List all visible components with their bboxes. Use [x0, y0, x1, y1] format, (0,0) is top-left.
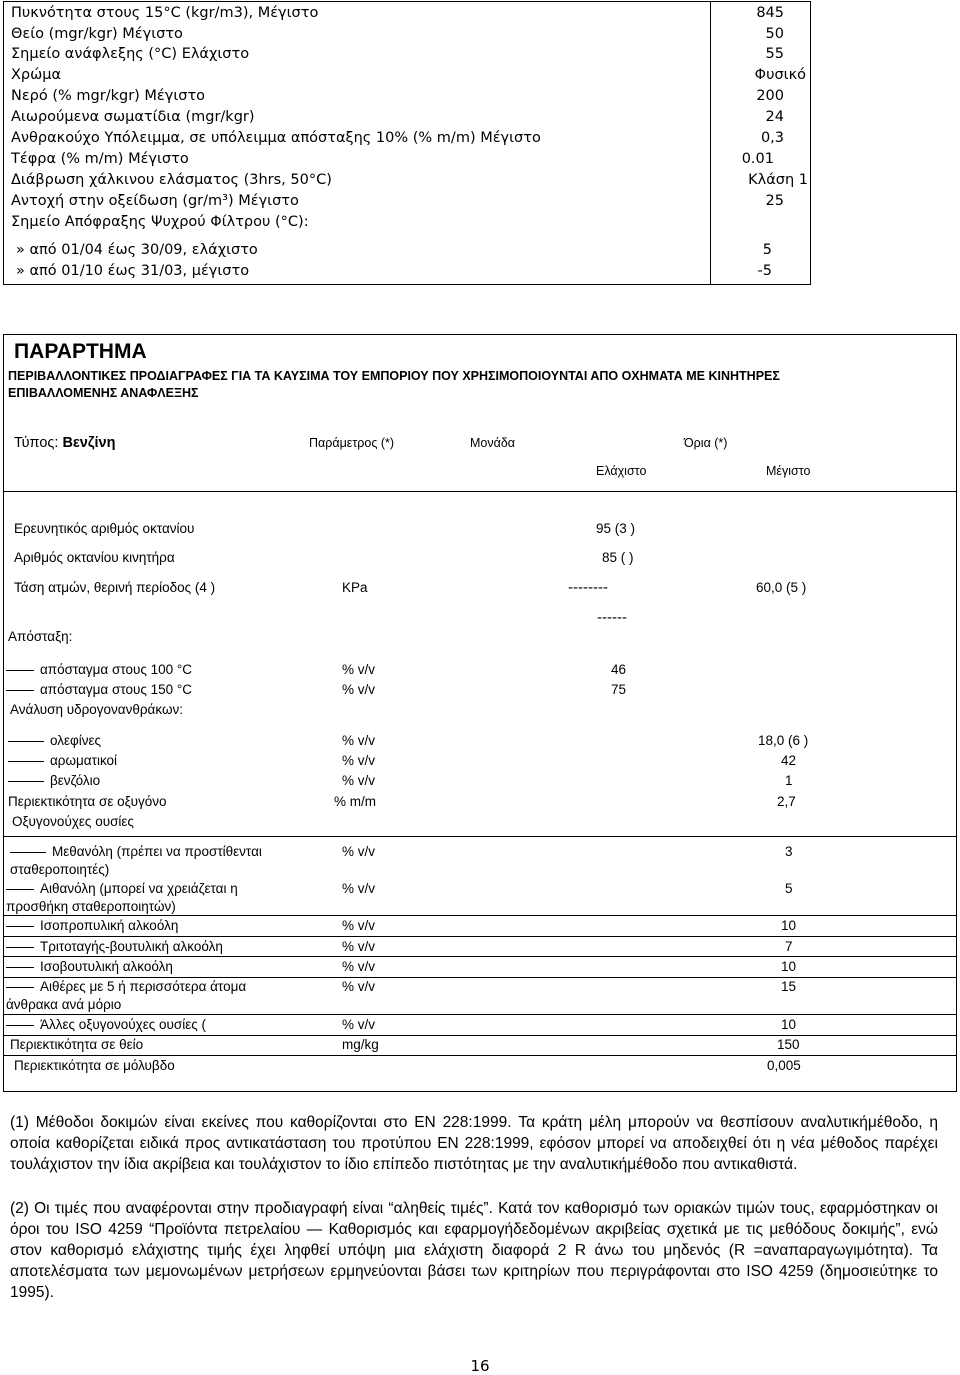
row-isopropyl-label: Ισοπροπυλική αλκοόλη [40, 918, 179, 933]
type-label-text: Τύπος: [14, 435, 59, 451]
row-methanol-label: Μεθανόλη (πρέπει να προστίθενται [52, 844, 262, 859]
column-header-limits: Όρια (*) [684, 436, 728, 450]
row-label: Νερό (% mgr/kgr) Μέγιστο [11, 88, 206, 104]
row-benzene-unit: % v/v [342, 773, 376, 788]
row-value: 50 [765, 26, 784, 42]
row-label: Τέφρα (% m/m) Μέγιστο [11, 151, 189, 167]
row-e100-min: 46 [611, 662, 627, 677]
row-isopropyl-max: 10 [781, 918, 797, 933]
row-methanol-max: 3 [785, 844, 793, 859]
row-aromatics-unit: % v/v [342, 753, 376, 768]
table-row [4, 261, 810, 281]
row-mon-min: 85 ( ) [602, 550, 634, 565]
annex-subtitle: ΠΕΡΙΒΑΛΛΟΝΤΙΚΕΣ ΠΡΟΔΙΑΓΡΑΦΕΣ ΓΙΑ ΤΑ ΚΑΥΣΙΜΑ ΤΟΥ ΕΜΠΟΡΙΟΥ ΠΟΥ ΧΡΗΣΙΜΟΠΟΙΟΥΝΤΑΙ ΑΠΟ ΟΧΗΜΑΤΑ ΜΕ ΚΙΝΗΤΗΡΕΣ [8, 369, 780, 383]
row-label: Θείο (mgr/kgr) Μέγιστο [11, 26, 183, 42]
row-e100 [6, 661, 192, 679]
row-value: 0.01 [741, 151, 774, 167]
table-row [4, 65, 810, 85]
table-row [4, 107, 810, 127]
dash-icon [8, 761, 44, 762]
row-isobutyl [6, 958, 173, 976]
row-tertbutyl-unit: % v/v [342, 939, 376, 954]
column-header-unit: Μονάδα [470, 436, 516, 450]
row-label: Διάβρωση χάλκινου ελάσματος (3hrs, 50°C) [11, 172, 332, 188]
annex-box [3, 334, 957, 1092]
row-sulfur-max: 150 [777, 1037, 800, 1052]
table-row [4, 191, 810, 211]
row-sulfur-label: Περιεκτικότητα σε θείο [10, 1037, 144, 1052]
row-label: Χρώμα [11, 67, 62, 83]
type-label [14, 434, 115, 452]
row-e100-unit: % v/v [342, 662, 376, 677]
row-label: Αντοχή στην οξείδωση (gr/m³) Μέγιστο [11, 193, 299, 209]
row-aromatics-max: 42 [781, 753, 797, 768]
row-ethanol-label-2: προσθήκη σταθεροποιητών) [6, 899, 176, 914]
row-other-oxy-label: Άλλες οξυγονούχες ουσίες ( [40, 1017, 206, 1032]
row-e150 [6, 681, 192, 699]
row-ethers-max: 15 [781, 979, 797, 994]
row-oxygen-max: 2,7 [777, 794, 796, 809]
row-label: » από 01/04 έως 30/09, ελάχιστο [16, 242, 258, 258]
table-row [4, 44, 810, 64]
dash-icon [6, 1025, 34, 1026]
footnote-2: (2) Οι τιμές που αναφέρονται στην προδιαγραφή είναι “αληθείς τιμές”. Κατά τον καθορισμό των οριακών τιμών τους, εφαρμόστηκαν οι όροι του ISO 4259 “Προϊόντα πετρελαίου — Καθορισμός και εφαρμογήδεδομένων ακριβείας σχετικά με τις μεθόδους δοκιμής”, ενώ στον καθορισμό ελάχιστης τιμής έχει ληφθεί υπόψη μια ελάχιστη διαφορά 2 R άνω του μηδενός (R =αναπαραγωγιμότητα). Τα αποτελέσματα των μεμονωμένων μετρήσεων ερμηνεύονται βάσει των κριτηρίων που περιγράφονται στο ISO 4259 (δημοσιεύτηκε το 1995). [10, 1200, 938, 1301]
row-value: 0,3 [760, 130, 784, 146]
row-other-oxy-unit: % v/v [342, 1017, 376, 1032]
table-row [4, 170, 810, 190]
row-oxygen-label: Περιεκτικότητα σε οξυγόνο [8, 794, 167, 809]
row-label: Αιωρούμενα σωματίδια (mgr/kgr) [11, 109, 255, 125]
row-ethers-unit: % v/v [342, 979, 376, 994]
row-tertbutyl-label: Τριτοταγής-βουτυλική αλκοόλη [40, 939, 223, 954]
row-lead-max: 0,005 [767, 1058, 801, 1073]
row-value: 55 [765, 46, 784, 62]
row-e150-unit: % v/v [342, 682, 376, 697]
row-benzene-max: 1 [785, 773, 793, 788]
row-value: -5 [757, 263, 772, 279]
row-label: Ανθρακούχο Υπόλειμμα, σε υπόλειμμα απόσταξης 10% (% m/m) Μέγιστο [11, 130, 541, 146]
row-label: Πυκνότητα στους 15°C (kgr/m3), Μέγιστο [11, 5, 319, 21]
row-value: Φυσικό [754, 67, 806, 83]
row-divider [4, 1014, 956, 1015]
row-other-oxy [6, 1016, 206, 1034]
table-row [4, 149, 810, 169]
row-aromatics-label: αρωματικοί [50, 753, 118, 768]
row-hydrocarbon-label: Ανάλυση υδρογονανθράκων: [10, 702, 183, 717]
row-ethanol-label: Αιθανόλη (μπορεί να χρειάζεται η [40, 881, 238, 896]
table-row [4, 212, 810, 232]
row-vapor-min-2: ------ [597, 609, 627, 626]
row-ethers [6, 978, 246, 996]
annex-subtitle-2: ΕΠΙΒΑΛΛΟΜΕΝΗΣ ΑΝΑΦΛΕΞΗΣ [8, 386, 199, 400]
row-e100-label: απόσταγμα στους 100 °C [40, 662, 193, 677]
row-value: 24 [765, 109, 784, 125]
row-divider [4, 1055, 956, 1056]
table-row [4, 86, 810, 106]
dash-icon [6, 926, 34, 927]
row-mon-label: Αριθμός οκτανίου κινητήρα [14, 550, 175, 565]
row-e150-label: απόσταγμα στους 150 °C [40, 682, 193, 697]
row-other-oxy-max: 10 [781, 1017, 797, 1032]
row-label: » από 01/10 έως 31/03, μέγιστο [16, 263, 250, 279]
row-oxygen-unit: % m/m [334, 794, 376, 809]
row-isobutyl-label: Ισοβουτυλική αλκοόλη [40, 959, 173, 974]
row-methanol-label-2: σταθεροποιητές) [10, 862, 110, 877]
row-value: 5 [762, 242, 772, 258]
row-vapor-max: 60,0 (5 ) [756, 580, 807, 595]
row-divider [4, 936, 956, 937]
row-olefins-max: 18,0 (6 ) [758, 733, 809, 748]
row-ron-min: 95 (3 ) [596, 521, 636, 536]
row-isopropyl-unit: % v/v [342, 918, 376, 933]
column-header-max: Μέγιστο [766, 464, 811, 478]
page-number: 16 [470, 1357, 490, 1375]
row-lead-label: Περιεκτικότητα σε μόλυβδο [14, 1058, 175, 1073]
row-ethers-label-2: άνθρακα ανά μόριο [6, 997, 122, 1012]
row-vapor-min: -------- [568, 579, 608, 596]
row-oxygenates-label: Οξυγονούχες ουσίες [12, 814, 134, 829]
row-e150-min: 75 [611, 682, 627, 697]
row-ethers-label: Αιθέρες με 5 ή περισσότερα άτομα [40, 979, 247, 994]
dash-icon [6, 947, 34, 948]
row-methanol [10, 843, 262, 861]
dash-icon [8, 741, 44, 742]
footnote-1: (1) Μέθοδοι δοκιμών είναι εκείνες που καθορίζονται στο EN 228:1999. Τα κράτη μέλη μπορούν να θεσπίσουν αναλυτικήμέθοδο, η οποία καθορίζεται ειδικά προς αντικατάσταση του προτύπου EN 228:1999, εφόσον μπορεί να αποδειχθεί ότι η νέα μέθοδος παρέχει τουλάχιστον την ίδια ακρίβεια και τουλάχιστον το ίδιο επίπεδο πιστότητας με την αναλυτικήμέθοδο που αντικαθιστά. [10, 1114, 938, 1173]
dash-icon [6, 967, 34, 968]
row-benzene [8, 772, 100, 790]
row-label: Σημείο Απόφραξης Ψυχρού Φίλτρου (°C): [11, 214, 309, 230]
row-tertbutyl [6, 938, 223, 956]
column-header-parameter: Παράμετρος (*) [309, 436, 395, 450]
row-label: Σημείο ανάφλεξης (°C) Ελάχιστο [11, 46, 250, 62]
row-distillation-label: Απόσταξη: [8, 629, 73, 644]
table-row [4, 128, 810, 148]
dash-icon [6, 690, 34, 691]
row-value: 25 [765, 193, 784, 209]
row-divider [4, 836, 956, 837]
dash-icon [6, 670, 34, 671]
column-header-min: Ελάχιστο [596, 464, 647, 478]
table-row [4, 24, 810, 44]
row-ron-label: Ερευνητικός αριθμός οκτανίου [14, 521, 195, 536]
header-divider [4, 491, 956, 492]
table-row [4, 3, 810, 23]
row-ethanol-max: 5 [785, 881, 793, 896]
row-olefins [8, 732, 101, 750]
row-divider [4, 915, 956, 916]
row-ethanol [6, 880, 238, 898]
row-isobutyl-unit: % v/v [342, 959, 376, 974]
row-isopropyl [6, 917, 178, 935]
row-value: 200 [756, 88, 784, 104]
row-sulfur-unit: mg/kg [342, 1037, 379, 1052]
specification-table [3, 1, 811, 285]
row-value: Κλάση 1 [748, 172, 808, 188]
row-value: 845 [756, 5, 784, 21]
row-olefins-unit: % v/v [342, 733, 376, 748]
row-aromatics [8, 752, 117, 770]
dash-icon [8, 781, 44, 782]
row-divider [4, 1035, 956, 1036]
row-olefins-label: ολεφίνες [50, 733, 102, 748]
table-row [4, 240, 810, 260]
dash-icon [6, 987, 34, 988]
dash-icon [10, 852, 46, 853]
row-vapor-label: Τάση ατμών, θερινή περίοδος (4 ) [14, 580, 216, 595]
dash-icon [6, 889, 34, 890]
row-divider [4, 956, 956, 957]
annex-title: ΠΑΡΑΡΤΗΜΑ [14, 340, 147, 363]
row-vapor-unit: KPa [342, 580, 368, 595]
row-isobutyl-max: 10 [781, 959, 797, 974]
type-value: Βενζίνη [62, 435, 116, 451]
row-benzene-label: βενζόλιο [50, 773, 101, 788]
row-ethanol-unit: % v/v [342, 881, 376, 896]
row-tertbutyl-max: 7 [785, 939, 793, 954]
row-methanol-unit: % v/v [342, 844, 376, 859]
